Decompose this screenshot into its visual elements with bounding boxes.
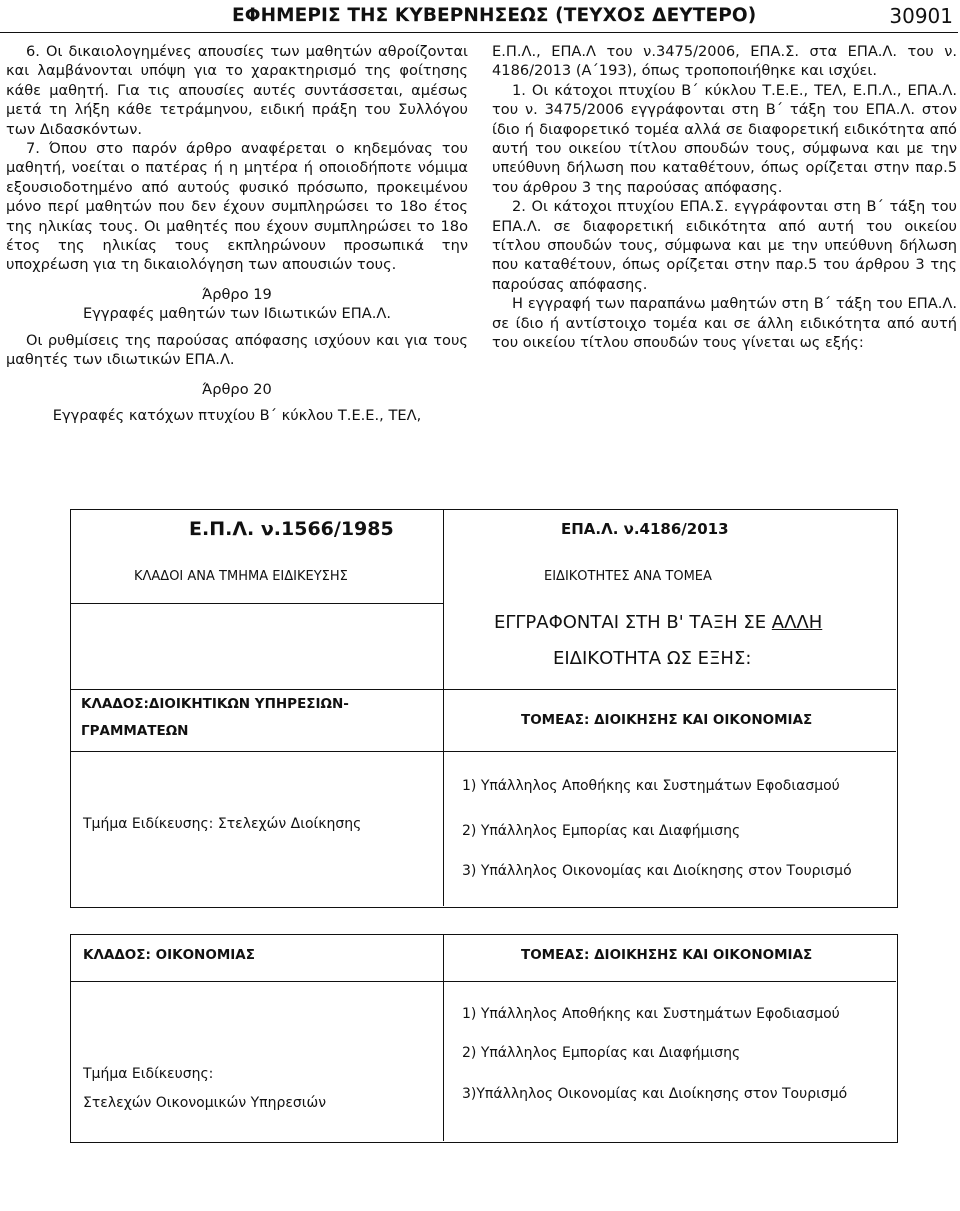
equivalence-table-2	[70, 934, 898, 1143]
branch-label: ΚΛΑΔΟΣ:ΔΙΟΙΚΗΤΙΚΩΝ ΥΠΗΡΕΣΙΩΝ-	[81, 696, 349, 712]
paragraph-7: 7. Όπου στο παρόν άρθρο αναφέρεται ο κηδεμόνας του μαθητή, νοείται ο πατέρας ή η μητέρα ή οποιοδήποτε νόμιμα εξουσιοδοτημένο από αυτούς φυσικό πρόσωπο, προκειμένου μόνο περί μαθητών που δεν έχουν συμπληρώσει το 18ο έτος της ηλικίας τους. Οι μαθητές που έχουν συμπληρώσει το 18ο έτος της ηλικίας τους εκπληρώνουν προσωπικά την υποχρέωση για τη δικαιολόγηση των απουσιών τους.	[6, 140, 468, 274]
specialty-item: 3) Υπάλληλος Οικονομίας και Διοίκησης στον Τουρισμό	[462, 863, 852, 879]
equivalence-table-1	[70, 509, 898, 908]
article-20-title: Άρθρο 20	[202, 380, 272, 398]
article-20-subtitle: Εγγραφές κατόχων πτυχίου Β΄ κύκλου Τ.Ε.Ε., ΤΕΛ,	[52, 406, 422, 424]
specialty-item: 3)Υπάλληλος Οικονομίας και Διοίκησης στον Τουρισμό	[462, 1086, 848, 1102]
table-divider	[443, 510, 444, 906]
table-divider	[71, 689, 896, 690]
gazette-title: ΕΦΗΜΕΡΙΣ ΤΗΣ ΚΥΒΕΡΝΗΣΕΩΣ (ΤΕΥΧΟΣ ΔΕΥΤΕΡΟ)	[232, 5, 757, 26]
table-head-left: Ε.Π.Λ. ν.1566/1985	[189, 518, 394, 540]
header-rule	[0, 32, 958, 33]
register-heading-other: ΑΛΛΗ	[771, 612, 823, 633]
branch-label: ΚΛΑΔΟΣ: ΟΙΚΟΝΟΜΙΑΣ	[83, 947, 255, 963]
left-column	[6, 42, 468, 425]
table-divider	[71, 751, 896, 752]
right-intro: Ε.Π.Λ., ΕΠΑ.Λ του ν.3475/2006, ΕΠΑ.Σ. στα ΕΠΑ.Λ. του ν. 4186/2013 (Α΄193), όπως τροποποιήθηκε και ισχύει.	[492, 43, 957, 80]
article-19-subtitle: Εγγραφές μαθητών των Ιδιωτικών ΕΠΑ.Λ.	[83, 305, 391, 323]
department-label-line2: Στελεχών Οικονομικών Υπηρεσιών	[83, 1095, 327, 1111]
page-number: 30901	[889, 4, 953, 28]
table-divider	[443, 935, 444, 1141]
right-column	[492, 42, 957, 353]
table-subhead-right: ΕΙΔΙΚΟΤΗΤΕΣ ΑΝΑ ΤΟΜΕΑ	[544, 569, 712, 584]
sector-label: ΤΟΜΕΑΣ: ΔΙΟΙΚΗΣΗΣ ΚΑΙ ΟΙΚΟΝΟΜΙΑΣ	[521, 712, 813, 728]
sector-label: ΤΟΜΕΑΣ: ΔΙΟΙΚΗΣΗΣ ΚΑΙ ΟΙΚΟΝΟΜΙΑΣ	[521, 947, 813, 963]
department-label: Τμήμα Ειδίκευσης:	[83, 1066, 214, 1082]
specialty-item: 1) Υπάλληλος Αποθήκης και Συστημάτων Εφοδιασμού	[462, 778, 840, 794]
paragraph-6: 6. Οι δικαιολογημένες απουσίες των μαθητών αθροίζονται και λαμβάνονται υπόψη για το χαρακτηρισμό της φοίτησης κάθε μαθητή. Για τις απουσίες αυτές συντάσσεται, αμέσως μετά τη λήξη κάθε τετράμηνου, ειδική πράξη του Συλλόγου των Διδασκόντων.	[6, 43, 468, 138]
department-label: Τμήμα Ειδίκευσης: Στελεχών Διοίκησης	[83, 816, 362, 832]
register-heading-line2: ΕΙΔΙΚΟΤΗΤΑ ΩΣ ΕΞΗΣ:	[553, 648, 752, 669]
register-heading-text: ΕΓΓΡΑΦΟΝΤΑΙ ΣΤΗ Β' ΤΑΞΗ ΣΕ	[494, 612, 772, 633]
table-head-right: ΕΠΑ.Λ. ν.4186/2013	[561, 520, 729, 538]
table-divider	[71, 981, 896, 982]
table-divider	[71, 603, 443, 604]
specialty-item: 1) Υπάλληλος Αποθήκης και Συστημάτων Εφοδιασμού	[462, 1006, 840, 1022]
right-paragraph-3: Η εγγραφή των παραπάνω μαθητών στη Β΄ τάξη του ΕΠΑ.Λ. σε ίδιο ή αντίστοιχο τομέα και σε άλλη ειδικότητα από αυτή του οικείου τίτλου σπουδών τους γίνεται ως εξής:	[492, 295, 957, 352]
right-paragraph-2: 2. Οι κάτοχοι πτυχίου ΕΠΑ.Σ. εγγράφονται στη Β΄ τάξη του ΕΠΑ.Λ. σε διαφορετική ειδικότητα από αυτή του οικείου τίτλου σπουδών τους, σύμφωνα και με την υπεύθυνη δήλωση που καταθέτουν, όπως ορίζεται στην παρ.5 του άρθρου 3 της παρούσας απόφασης.	[492, 198, 957, 293]
register-heading	[494, 612, 822, 633]
specialty-item: 2) Υπάλληλος Εμπορίας και Διαφήμισης	[462, 1045, 741, 1061]
specialty-item: 2) Υπάλληλος Εμπορίας και Διαφήμισης	[462, 823, 741, 839]
table-subhead-left: ΚΛΑΔΟΙ ΑΝΑ ΤΜΗΜΑ ΕΙΔΙΚΕΥΣΗΣ	[134, 569, 348, 584]
article-19-body: Οι ρυθμίσεις της παρούσας απόφασης ισχύουν και για τους μαθητές των ιδιωτικών ΕΠΑ.Λ.	[6, 331, 468, 369]
page-header	[0, 2, 960, 32]
article-19-title: Άρθρο 19	[202, 285, 272, 303]
branch-label-line2: ΓΡΑΜΜΑΤΕΩΝ	[81, 723, 189, 739]
right-paragraph-1: 1. Οι κάτοχοι πτυχίου Β΄ κύκλου Τ.Ε.Ε., ΤΕΛ, Ε.Π.Λ., ΕΠΑ.Λ. του ν. 3475/2006 εγγράφονται στη Β΄ τάξη του ΕΠΑ.Λ. στον ίδιο ή διαφορετικό τομέα αλλά σε διαφορετική ειδικότητα από αυτή του οικείου τίτλου σπουδών τους, σύμφωνα και με την υπεύθυνη δήλωση που καταθέτουν, όπως ορίζεται στην παρ.5 του άρθρου 3 της παρούσας απόφασης.	[492, 81, 957, 196]
